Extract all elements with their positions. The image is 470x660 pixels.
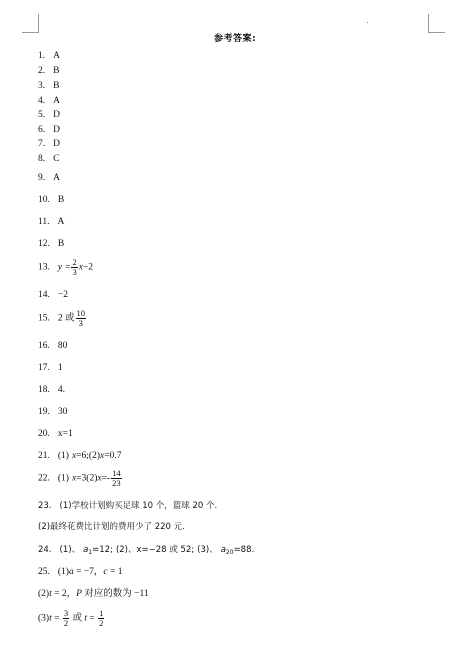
fraction-three-halves: $\frac{3}{2}$ (63, 608, 69, 628)
answer-15: 15. 2 或 $\frac{10}{3}$ (38, 308, 86, 328)
answer-22: 22. (1) x=3(2)x=- $\frac{14}{23}$ (38, 468, 121, 488)
scan-dot (367, 22, 368, 23)
answer-25-part1: 25. (1)a = −7，c = 1 (38, 567, 123, 577)
fraction-fourteen-twentythirds: $\frac{14}{23}$ (112, 468, 121, 488)
answer-20: 20. x=1 (38, 429, 73, 439)
fraction-one-half: $\frac{1}{2}$ (99, 608, 104, 628)
answer-5: 5. D (38, 110, 60, 120)
answer-13: 13. y = $\frac{2}{3}$ x−2 (38, 257, 94, 277)
answer-11: 11. A (38, 217, 65, 227)
answer-17: 17. 1 (38, 363, 63, 373)
answer-6: 6. D (38, 125, 60, 135)
answer-3: 3. B (38, 81, 60, 91)
answer-18: 18. 4. (38, 385, 65, 395)
answer-12: 12. B (38, 239, 65, 249)
fraction-ten-thirds: $\frac{10}{3}$ (76, 308, 86, 328)
answer-7: 7. D (38, 139, 60, 149)
fraction-two-thirds: $\frac{2}{3}$ (72, 257, 77, 277)
answer-19: 19. 30 (38, 407, 68, 417)
answer-9: 9. A (38, 173, 60, 183)
answer-21: 21. (1) x=6;(2)x=0.7 (38, 451, 122, 461)
answer-4: 4. A (38, 96, 60, 106)
page-title: 参考答案: (213, 34, 257, 44)
answer-1: 1. A (38, 51, 60, 61)
answer-14: 14. −2 (38, 290, 68, 300)
answer-8: 8. C (38, 154, 60, 164)
answer-10: 10. B (38, 195, 65, 205)
answer-2: 2. B (38, 66, 60, 76)
answer-24: 24. (1)、 $a_1=12$; (2)、x=−28 或 52; (3)、 $a_{20}=88$. (38, 545, 255, 556)
answer-23-part2: (2)最终花费比计划的费用少了 220 元. (38, 522, 185, 532)
answer-25-part2: (2)t = 2，P 对应的数为 −11 (38, 589, 149, 599)
answer-25-part3: (3)t = $\frac{3}{2}$ 或 t = $\frac{1}{2}$ (38, 608, 104, 628)
answer-16: 16. 80 (38, 341, 68, 351)
answer-23-part1: 23. (1)学校计划购买足球 10 个，篮球 20 个. (38, 501, 218, 511)
